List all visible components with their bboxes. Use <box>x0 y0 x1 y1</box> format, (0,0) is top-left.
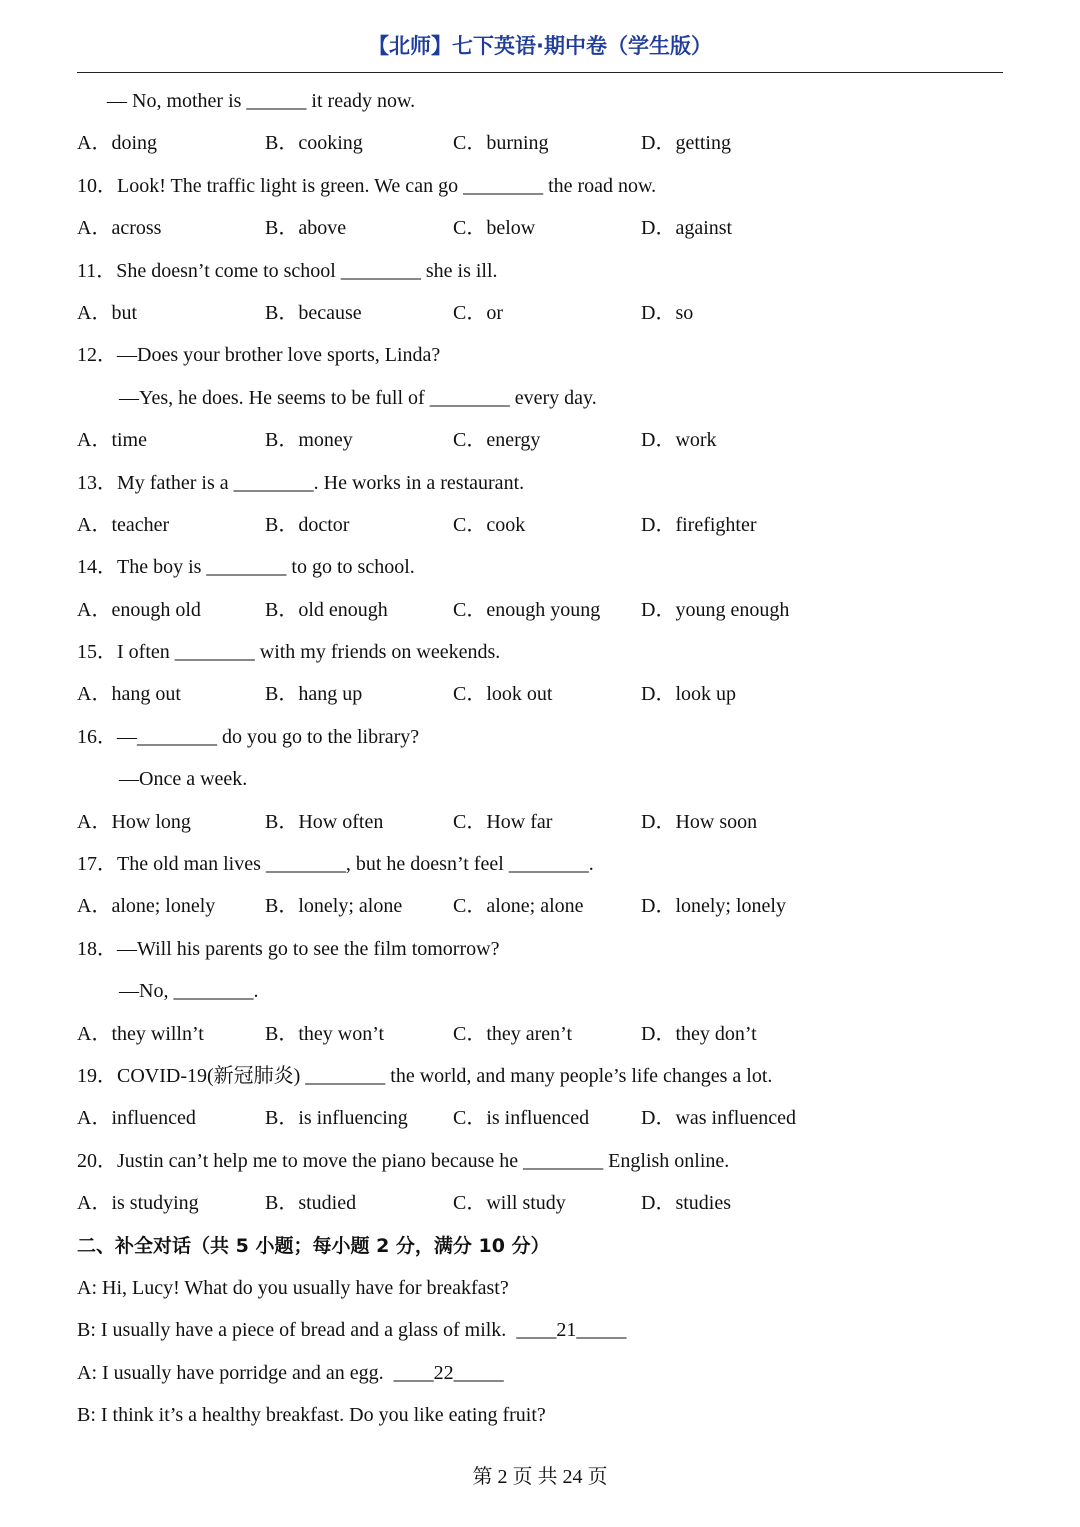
question-12-option-c: C．energy <box>453 429 541 452</box>
question-20-stem: 20．Justin can’t help me to move the piano because he ________ English online. <box>77 1149 730 1172</box>
question-12-stem: 12．—Does your brother love sports, Linda? <box>77 344 441 367</box>
question-17-options <box>77 885 1003 927</box>
question-15-option-c: C．look out <box>453 683 553 706</box>
question-19-option-a: A．influenced <box>77 1107 196 1130</box>
question-19-option-d: D．was influenced <box>641 1107 796 1130</box>
question-10-option-d: D．against <box>641 217 733 240</box>
question-11-stem: 11．She doesn’t come to school ________ she is ill. <box>77 259 498 282</box>
header-rule <box>77 72 1003 73</box>
question-16-option-b: B．How often <box>265 810 384 833</box>
question-19-option-b: B．is influencing <box>265 1107 408 1130</box>
question-17-option-d: D．lonely; lonely <box>641 895 786 918</box>
question-10-option-b: B．above <box>265 217 347 240</box>
question-19-option-c: C．is influenced <box>453 1107 590 1130</box>
page-header: 【北师】七下英语·期中卷（学生版） <box>368 34 712 58</box>
lead-option-a: A．doing <box>77 132 157 155</box>
question-15-option-d: D．look up <box>641 683 736 706</box>
question-17-option-c: C．alone; alone <box>453 895 584 918</box>
dialogue-line: B: I usually have a piece of bread and a glass of milk. ____21_____ <box>77 1319 627 1342</box>
question-10-option-a: A．across <box>77 217 162 240</box>
question-16-options <box>77 801 1003 843</box>
question-19-options <box>77 1097 1003 1139</box>
dialogue-blank: ____21_____ <box>516 1319 627 1342</box>
question-13-option-a: A．teacher <box>77 513 170 536</box>
dialogue-line: A: I usually have porridge and an egg. ____22_____ <box>77 1361 504 1384</box>
question-16-stem: 16．—________ do you go to the library? <box>77 725 420 748</box>
question-16-reply: —Once a week. <box>119 768 248 791</box>
question-20-option-c: C．will study <box>453 1192 566 1215</box>
question-14-option-b: B．old enough <box>265 598 388 621</box>
question-13-option-d: D．firefighter <box>641 513 757 536</box>
question-11-option-b: B．because <box>265 301 362 324</box>
question-17-option-b: B．lonely; alone <box>265 895 403 918</box>
question-16-option-d: D．How soon <box>641 810 758 833</box>
question-10-options <box>77 207 1003 249</box>
question-20-option-b: B．studied <box>265 1192 357 1215</box>
question-20-options <box>77 1182 1003 1224</box>
question-10-option-c: C．below <box>453 217 536 240</box>
question-14-option-c: C．enough young <box>453 598 601 621</box>
dialogue-line: B: I think it’s a healthy breakfast. Do you like eating fruit? <box>77 1404 546 1427</box>
question-18-options <box>77 1013 1003 1055</box>
question-14-options <box>77 589 1003 631</box>
question-12-option-b: B．money <box>265 429 353 452</box>
question-11-option-a: A．but <box>77 301 137 324</box>
section-title: 二、补全对话（共 5 小题；每小题 2 分，满分 10 分） <box>77 1234 550 1257</box>
question-11-option-d: D．so <box>641 301 694 324</box>
question-20-option-d: D．studies <box>641 1192 731 1215</box>
question-13-stem: 13．My father is a ________. He works in a restaurant. <box>77 471 525 494</box>
question-13-option-b: B．doctor <box>265 513 350 536</box>
dialogue-blank: ____22_____ <box>393 1361 504 1384</box>
question-16-option-a: A．How long <box>77 810 191 833</box>
dialogue-line: A: Hi, Lucy! What do you usually have for breakfast? <box>77 1276 509 1299</box>
page-content <box>77 80 1003 1437</box>
question-12-reply: —Yes, he does. He seems to be full of ________ every day. <box>119 386 597 409</box>
lead-option-b: B．cooking <box>265 132 363 155</box>
question-20-option-a: A．is studying <box>77 1192 199 1215</box>
question-17-option-a: A．alone; lonely <box>77 895 216 918</box>
question-13-option-c: C．cook <box>453 513 526 536</box>
question-14-option-d: D．young enough <box>641 598 790 621</box>
question-15-option-a: A．hang out <box>77 683 181 706</box>
page-footer: 第 2 页 共 24 页 <box>472 1466 608 1488</box>
lead-option-c: C．burning <box>453 132 549 155</box>
question-11-options <box>77 292 1003 334</box>
lead-option-d: D．getting <box>641 132 731 155</box>
lead-line: — No, mother is ______ it ready now. <box>107 90 416 112</box>
question-15-options <box>77 673 1003 715</box>
question-13-options <box>77 504 1003 546</box>
question-15-stem: 15．I often ________ with my friends on weekends. <box>77 641 501 664</box>
question-18-option-d: D．they don’t <box>641 1022 757 1045</box>
question-14-stem: 14．The boy is ________ to go to school. <box>77 556 415 579</box>
question-18-option-c: C．they aren’t <box>453 1022 573 1045</box>
question-18-option-b: B．they won’t <box>265 1022 385 1045</box>
question-10-stem: 10．Look! The traffic light is green. We can go ________ the road now. <box>77 174 657 197</box>
question-18-reply: —No, ________. <box>119 980 259 1003</box>
lead-options <box>77 122 1003 164</box>
question-12-option-d: D．work <box>641 429 717 452</box>
question-18-option-a: A．they willn’t <box>77 1022 204 1045</box>
question-12-options <box>77 419 1003 461</box>
question-17-stem: 17．The old man lives ________, but he doesn’t feel ________. <box>77 853 594 876</box>
question-18-stem: 18．—Will his parents go to see the film tomorrow? <box>77 937 500 960</box>
question-12-option-a: A．time <box>77 429 147 452</box>
question-19-stem: 19．COVID-19(新冠肺炎) ________ the world, and many people’s life changes a lot. <box>77 1064 773 1087</box>
question-14-option-a: A．enough old <box>77 598 201 621</box>
question-15-option-b: B．hang up <box>265 683 363 706</box>
question-16-option-c: C．How far <box>453 810 553 833</box>
question-11-option-c: C．or <box>453 301 503 324</box>
